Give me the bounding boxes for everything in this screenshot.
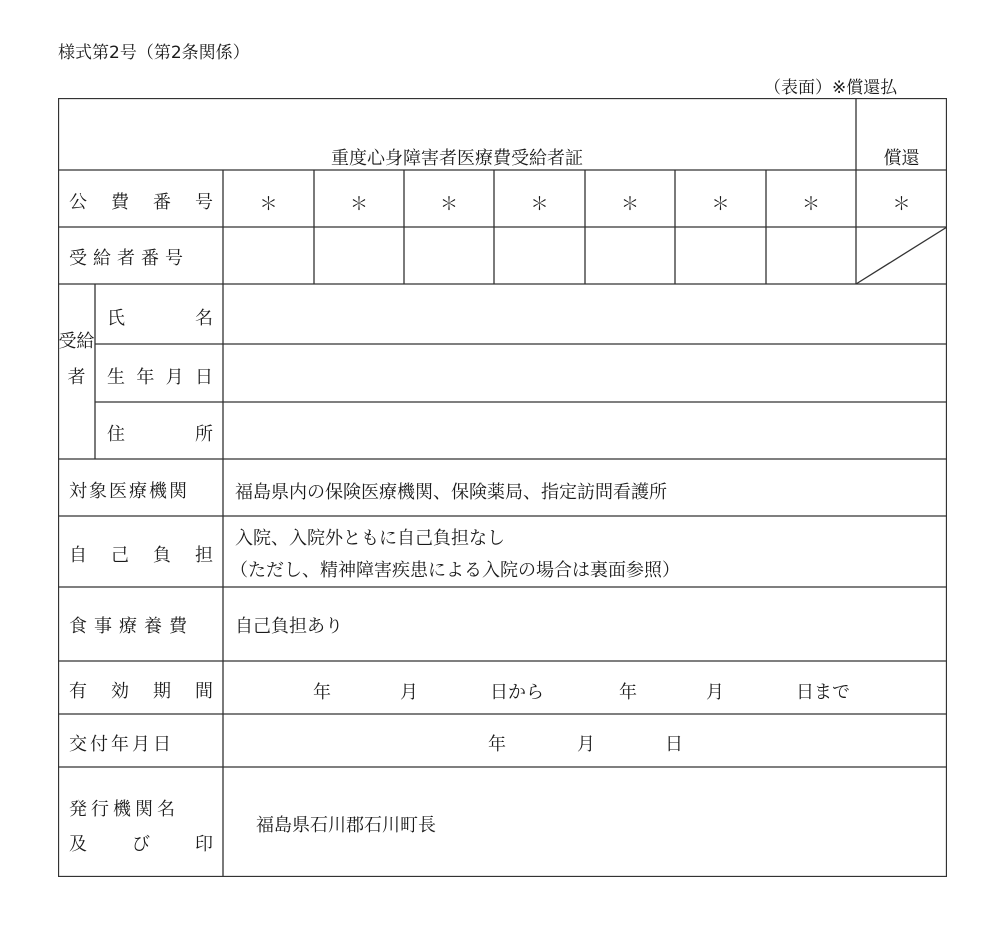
kohi-mark: ＊ bbox=[259, 194, 278, 215]
issue-day: 日 bbox=[665, 734, 683, 755]
birth-label-char: 年 bbox=[136, 367, 155, 388]
address-label-char: 住 bbox=[107, 424, 125, 445]
name-label-char: 名 bbox=[195, 308, 213, 329]
meal-cost-label: 食事療養費 bbox=[69, 616, 194, 637]
kohi-mark: ＊ bbox=[530, 194, 549, 215]
validity-label-char: 間 bbox=[195, 681, 213, 702]
birth-label-char: 生 bbox=[107, 367, 125, 388]
kohi-mark: ＊ bbox=[892, 194, 911, 215]
kohi-label-char: 号 bbox=[195, 192, 213, 213]
issuer-label-line1: 発行機関名 bbox=[69, 799, 179, 820]
side-indicator-label: （表面）※償還払 bbox=[764, 78, 898, 98]
validity-label-char: 期 bbox=[153, 681, 171, 702]
kohi-mark: ＊ bbox=[440, 194, 458, 215]
name-label-char: 氏 bbox=[107, 308, 125, 329]
issue-month: 月 bbox=[577, 734, 595, 755]
kohi-label-char: 番 bbox=[153, 192, 171, 213]
meal-cost-value: 自己負担あり bbox=[235, 616, 343, 637]
certificate-form bbox=[58, 98, 947, 877]
name-label bbox=[107, 304, 213, 330]
validity-year-to: 年 bbox=[619, 682, 637, 703]
validity-period-label bbox=[69, 677, 213, 703]
kohi-mark: ＊ bbox=[350, 194, 368, 215]
copayment-label bbox=[69, 541, 213, 567]
issuer-name: 福島県石川郡石川町長 bbox=[256, 815, 436, 836]
kohi-label-char: 公 bbox=[69, 192, 87, 213]
birthdate-label bbox=[107, 363, 213, 389]
form-number-label: 様式第2号（第2条関係） bbox=[58, 43, 250, 63]
copay-label-char: 負 bbox=[153, 545, 171, 566]
jukyusha-group-label: 受給者 bbox=[58, 331, 95, 388]
copay-label-char: 自 bbox=[69, 545, 87, 566]
copayment-line2: （ただし、精神障害疾患による入院の場合は裏面参照） bbox=[230, 560, 680, 581]
address-label bbox=[107, 420, 213, 446]
issue-year: 年 bbox=[488, 734, 506, 755]
birth-label-char: 月 bbox=[165, 367, 184, 388]
issuer-label-line2 bbox=[69, 830, 213, 856]
address-label-char: 所 bbox=[195, 424, 213, 445]
copayment-line1: 入院、入院外ともに自己負担なし bbox=[235, 528, 505, 549]
validity-label-char: 有 bbox=[69, 681, 87, 702]
validity-month-from: 月 bbox=[400, 682, 418, 703]
issuer-label-char: 印 bbox=[195, 834, 213, 855]
validity-month-to: 月 bbox=[706, 682, 724, 703]
validity-day-to: 日まで bbox=[796, 682, 850, 703]
jukyusha-number-label: 受給者番号 bbox=[69, 248, 189, 269]
issuer-label-char: 及 bbox=[69, 834, 87, 855]
validity-year-from: 年 bbox=[313, 682, 331, 703]
target-institution-label: 対象医療機関 bbox=[69, 481, 189, 502]
target-institution-value: 福島県内の保険医療機関、保険薬局、指定訪問看護所 bbox=[235, 482, 667, 503]
kohi-number-label bbox=[69, 188, 213, 214]
kohi-mark: ＊ bbox=[802, 194, 820, 215]
certificate-title: 重度心身障害者医療費受給者証 bbox=[331, 148, 583, 169]
copay-label-char: 担 bbox=[195, 545, 213, 566]
issue-date-label: 交付年月日 bbox=[69, 734, 174, 755]
validity-label-char: 効 bbox=[111, 681, 129, 702]
kohi-mark: ＊ bbox=[621, 194, 639, 215]
birth-label-char: 日 bbox=[194, 367, 213, 388]
kohi-label-char: 費 bbox=[111, 192, 129, 213]
issuer-label-char: び bbox=[132, 834, 150, 855]
copay-label-char: 己 bbox=[111, 545, 129, 566]
shokan-label: 償還 bbox=[883, 148, 920, 169]
kohi-mark: ＊ bbox=[711, 194, 730, 215]
validity-day-from: 日から bbox=[490, 682, 544, 703]
